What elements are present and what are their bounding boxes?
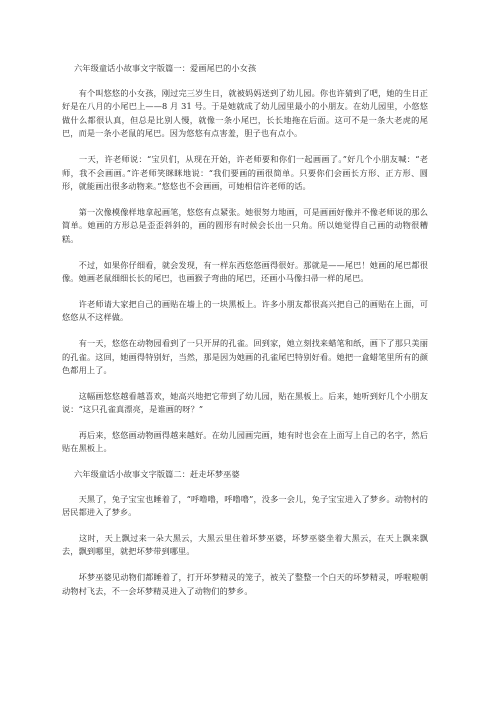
article2-paragraph: 天黑了，兔子宝宝也睡着了，“呼噜噜，呼噜噜”，没多一会儿，兔子宝宝进入了梦乡。动物村的居民都进入了梦乡。: [62, 493, 428, 518]
article1-title: 六年级童话小故事文字版篇一：爱画尾巴的小女孩: [74, 63, 257, 73]
article1-paragraph: 有一天，悠悠在动物园看到了一只开屏的孔雀。回到家，她立刻找来蜡笔和纸，画下了那只美丽的孔雀。这回，她画得特别好，当然，那是因为她画的孔雀尾巴特别好看。她把一盒蜡笔里所有的颜色都用上了。: [62, 337, 428, 376]
article1-paragraph: 不过，如果你仔细看，就会发现，有一样东西悠悠画得很好。那就是——尾巴！她画的尾巴都很像。她画老鼠细细长长的尾巴，也画猴子弯曲的尾巴，还画小马像扫帚一样的尾巴。: [62, 259, 428, 284]
article2-paragraph: 这时，天上飘过来一朵大黑云，大黑云里住着坏梦巫婆，坏梦巫婆坐着大黑云，在天上飘来飘去，飘到哪里，就把坏梦带到哪里。: [62, 532, 428, 557]
article2-title: 六年级童话小故事文字版篇二：赶走坏梦巫婆: [74, 469, 240, 480]
article1-paragraph: 再后来，悠悠画动物画得越来越好。在幼儿园画完画，她有时也会在上面写上自己的名字，然后贴在黑板上。: [62, 429, 428, 454]
document-page: [62, 62, 428, 610]
article1-paragraph: 许老师请大家把自己的画贴在墙上的一块黑板上。许多小朋友都很高兴把自己的画贴在上面，可悠悠从不这样做。: [62, 298, 428, 323]
article1-paragraph: 一天，许老师说：“宝贝们，从现在开始，许老师要和你们一起画画了。”好几个小朋友喊：“老师，我不会画画。”许老师笑眯眯地说：“我们要画的画很简单。只要你们会画长方形、正方形、圆形，就能画出很多动物来。”悠悠也不会画画，可她相信许老师的话。: [62, 153, 428, 192]
article1-paragraph: 有个叫悠悠的小女孩，刚过完三岁生日，就被妈妈送到了幼儿园。你也许猜到了吧，她的生日正好是在八月的小尾巴上——8 月 31 号。于是她就成了幼儿园里最小的小朋友。在幼儿园里，小悠悠做什么都很认真，但总是比别人慢，就像一条小尾巴，长长地拖在后面。这可不是一条大老虎的尾巴，而是一条小老鼠的尾巴。因为悠悠有点害羞，胆子也有点小。: [62, 87, 428, 139]
article1-paragraph: 第一次像模像样地拿起画笔，悠悠有点紧张。她很努力地画，可是画画好像并不像老师说的那么简单。她画的方形总是歪歪斜斜的，画的圆形有时候会长出一只角。所以她觉得自己画的动物很糟糕。: [62, 206, 428, 244]
article1-paragraph: 这幅画悠悠越看越喜欢，她高兴地把它带到了幼儿园，贴在黑板上。后来，她听到好几个小朋友说：“这只孔雀真漂亮，是谁画的呀？”: [62, 390, 428, 415]
article2-paragraph: 坏梦巫婆见动物们都睡着了，打开坏梦精灵的笼子，被关了整整一个白天的坏梦精灵，呼啦啦朝动物村飞去，不一会坏梦精灵进入了动物们的梦乡。: [62, 572, 428, 596]
